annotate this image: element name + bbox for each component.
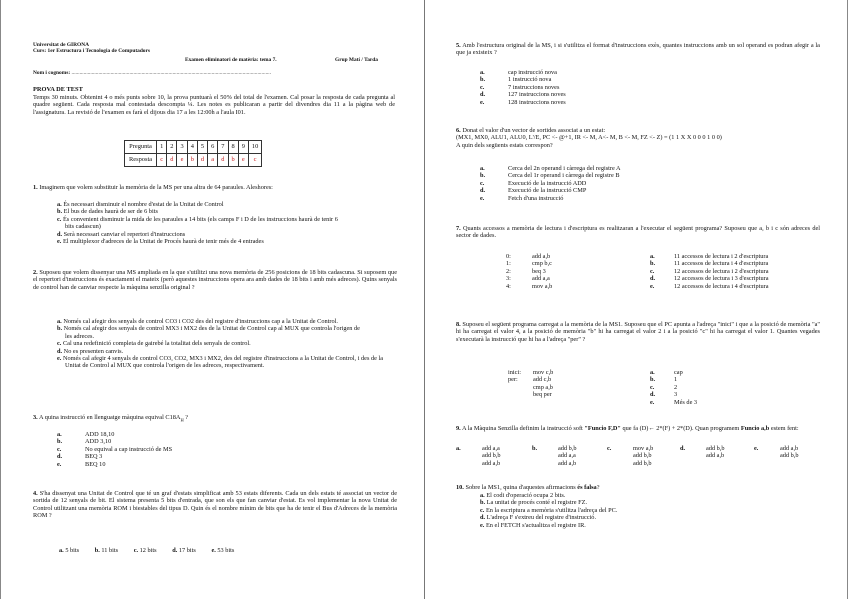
output-vector: (MX1, MX0, ALU1, ALU0, L'/E, PC <- @+1, IR <- M, A<- M, B <- M, FZ <- Z) = (1 1 X X 0 0 0 1 0 0) <box>456 134 722 142</box>
option-e[interactable] <box>650 399 770 406</box>
option-text: cap instrucció nova <box>508 69 557 76</box>
question-5 <box>456 42 820 57</box>
question-number-label: 6. <box>456 127 461 134</box>
code-line <box>506 253 626 260</box>
option-letter: b. <box>650 260 656 268</box>
code-address: 1: <box>506 260 511 268</box>
option-b[interactable] <box>650 376 770 383</box>
code-line: add b,b <box>482 452 501 460</box>
question-text-end: ? <box>183 414 189 421</box>
option-e[interactable] <box>480 99 820 106</box>
option-a[interactable] <box>480 492 820 499</box>
option-a[interactable] <box>480 69 820 76</box>
option-letter: e. <box>650 282 655 290</box>
question-number-label: 8. <box>456 321 461 328</box>
question-number: 6 <box>208 141 218 154</box>
option-e[interactable] <box>57 238 397 245</box>
code-line: add a,a <box>558 452 576 460</box>
instruction-call: Funcio a,b <box>740 425 770 432</box>
page-right <box>456 0 822 599</box>
option-letter: a. <box>57 431 62 438</box>
option-letter: b. <box>480 172 486 180</box>
instructions: Temps 30 minuts. Obtenint 4 o més punts sobre 10, la prova puntuarà el 50% del total de l'examen. Cal posar la resposta de cada pregunta al quadre següent. Cada resposta mal contestada descompta ¼. Les notes es publicaran a partir del divendres dia 11 a la pàgina web de l'assignatura. La revisió de l'examen es farà el dijous dia 17 a les 12:00h a l'aula I01. <box>33 94 395 116</box>
option-b[interactable] <box>480 499 820 506</box>
test-title: PROVA DE TEST <box>33 86 83 93</box>
option-a[interactable] <box>57 318 365 325</box>
question-text: Imaginem que volem substituir la memòria de la MS per una altra de 64 paraules. Aleshores: <box>39 184 273 191</box>
option-text: Execució de la instrucció CMP <box>508 187 587 195</box>
option-text: Només cal afegir 4 senyals de control CO3, CO2, MX3 i MX2, des del registre d'instruccions a la Unitat de Control, i des de la Unitat de Control al MUX que controla l'origen de les adreces, respectivament. <box>62 355 384 370</box>
code-line <box>506 260 626 267</box>
name-field: .................................................................................................................................................... <box>71 70 271 76</box>
option-letter: d. <box>480 187 486 195</box>
option-text: 17 bits <box>178 547 196 554</box>
option-a[interactable] <box>480 165 820 172</box>
question-number-label: 2. <box>33 269 38 276</box>
question-7 <box>456 225 820 240</box>
question-text: Amb l'estructura original de la MS, i si s'utilitza el format d'instruccions exès, quantes instruccions amb un sol operand es podran afegir a la que ja existeix ? <box>456 42 820 57</box>
question-number-label: 4. <box>33 490 38 497</box>
option-letter: b. <box>57 325 63 333</box>
option-letter: a. <box>650 369 655 376</box>
option-text: 5 bits <box>65 547 80 554</box>
option-d[interactable] <box>57 453 397 460</box>
code-line: add b,b <box>706 445 725 452</box>
instruction-name: "Funcio F,D" <box>584 425 621 432</box>
question-number-label: 1. <box>33 184 38 191</box>
question-9 <box>456 425 820 432</box>
option-text: 2 <box>674 383 678 391</box>
option-text: El bus de dades haurà de ser de 6 bits <box>63 208 158 216</box>
option-letter: e. <box>211 547 216 554</box>
option-letter: a. <box>57 318 62 325</box>
question-number-label: 3. <box>33 414 38 421</box>
answer-table-label-answer: Resposta <box>125 154 157 167</box>
question-number: 5 <box>197 141 207 154</box>
option-text: cap <box>674 369 683 376</box>
question-text: Quants accessos a memòria de lectura i d'escriptura es realitzaran a l'executar el següent programa? Suposeu que a, b i c són adreces del sector de dades. <box>456 225 821 240</box>
code-instruction: add c,b <box>533 376 552 384</box>
option-c[interactable] <box>57 446 397 453</box>
option-d[interactable] <box>680 445 725 460</box>
question-2 <box>33 269 397 291</box>
question-text: Suposeu que volem dissenyar una MS ampliada en la que s'utilitzi una nova memòria de 256 posicions de 18 bits cadascuna. Si suposem que el repertori d'instruccions és exactament el mateix (però aquestes instruccions opera ara amb dades de 18 bits i amb més adreces). Quins senyals de control han de canviar respecte la màquina senzilla original ? <box>33 269 397 291</box>
option-e[interactable] <box>754 445 799 460</box>
answer-cell[interactable]: c <box>157 154 167 167</box>
option-text: Cerca del 1r operand i càrrega del registre B <box>508 172 620 180</box>
option-letter: c. <box>480 506 485 514</box>
option-letter: b. <box>532 445 538 452</box>
question-4-options <box>59 547 234 554</box>
answer-cell[interactable]: d <box>218 154 228 167</box>
code-line <box>506 275 626 282</box>
option-text: Fetch d'una instrucció <box>508 194 564 202</box>
code-line <box>508 384 628 391</box>
option-letter: d. <box>57 453 63 461</box>
option-letter: d. <box>680 445 686 452</box>
option-a[interactable] <box>650 253 820 260</box>
question-6-line-1 <box>456 127 820 134</box>
question-number: 10 <box>248 141 261 154</box>
code-line <box>506 283 626 290</box>
code-line: add b,b <box>558 445 577 452</box>
question-4 <box>33 490 397 520</box>
option-text: La unitat de procés conté el registre FZ. <box>486 499 588 507</box>
question-10 <box>456 484 820 491</box>
code-address: 4: <box>506 282 511 290</box>
option-c[interactable] <box>57 340 397 347</box>
option-letter: b. <box>94 547 100 554</box>
page-left <box>33 0 403 599</box>
option-letter: c. <box>480 179 485 187</box>
option-text: 3 <box>674 391 678 399</box>
option-text: Cerca del 2n operand i càrrega del registre A <box>508 165 621 172</box>
option-d[interactable] <box>57 231 397 238</box>
code-instruction: mov a,b <box>532 282 553 290</box>
option-text: Execució de la instrucció ADD <box>508 179 587 187</box>
question-1-options <box>57 201 397 245</box>
option-letter: c. <box>480 83 485 91</box>
option-letter: a. <box>480 492 485 499</box>
option-c[interactable] <box>650 384 770 391</box>
option-letter: a. <box>456 445 461 452</box>
answer-table <box>124 140 262 167</box>
name-line <box>33 70 271 77</box>
answer-table-label-question: Pregunta <box>125 141 157 154</box>
option-e[interactable] <box>480 522 820 529</box>
exam-title: Examen eliminatori de matèria: tema 7. <box>185 57 277 63</box>
option-d[interactable] <box>480 514 820 521</box>
question-5-options <box>480 69 820 106</box>
option-b[interactable] <box>57 208 397 215</box>
question-7-options <box>650 253 820 290</box>
question-number-label: 10. <box>456 484 464 491</box>
option-c[interactable] <box>480 507 820 514</box>
option-letter: d. <box>480 91 486 99</box>
option-text: El codi d'operació ocupa 2 bits. <box>486 492 566 499</box>
option-text: No es presenten canvis. <box>63 347 124 355</box>
question-8 <box>456 321 820 343</box>
option-letter: a. <box>480 69 485 76</box>
question-8-options <box>650 369 770 406</box>
option-d[interactable] <box>480 91 820 98</box>
code-line: add a,b <box>558 459 577 467</box>
option-letter: b. <box>57 208 63 216</box>
option-letter: d. <box>172 547 178 554</box>
code-line <box>508 369 628 376</box>
option-letter: e. <box>754 445 759 452</box>
option-letter: a. <box>650 253 655 260</box>
question-number: 3 <box>177 141 187 154</box>
option-text: En la escriptura a memòria s'utilitza l'adreça del PC. <box>485 506 618 514</box>
option-text: 1 instrucció nova <box>508 76 552 84</box>
option-text: És convenient disminuir la mida de les paraules a 14 bits (els camps F i D de les instruccions haurà de tenir 6 bits cadascun) <box>62 215 338 231</box>
option-text: ADD 18,10 <box>85 431 115 438</box>
question-number-label: 9. <box>456 425 461 432</box>
option-c[interactable] <box>480 180 820 187</box>
question-6-options <box>480 165 820 202</box>
name-label: Nom i cognoms: <box>33 70 71 76</box>
option-text: BEQ 3 <box>85 453 103 461</box>
answer-cell[interactable]: e <box>177 154 187 167</box>
option-text: BEQ 10 <box>85 460 106 468</box>
question-number: 1 <box>157 141 167 154</box>
question-text: S'ha dissenyat una Unitat de Control que té un graf d'estats simplificat amb 53 estats diferents. Cada un dels estats té associat un vector de sortida de 12 senyals de bit. El sistema presenta 5 bits d'entrada, que son els que fan canviar d'estat. Es vol implementar la nova Unitat de Control utilitzant una memòria ROM i biestables del tipus D. Quin és el nombre mínim de bits que ha de tenir el Bus d'Adreces de la memòria ROM ? <box>33 490 397 520</box>
option-text: 127 instruccions noves <box>508 91 566 99</box>
option-b[interactable] <box>95 547 118 554</box>
option-letter: c. <box>650 383 655 391</box>
option-letter: d. <box>57 347 63 355</box>
option-text: 12 accessos de lectura i 3 d'escriptura <box>674 275 769 283</box>
option-letter: d. <box>650 391 656 399</box>
option-letter: b. <box>650 376 656 384</box>
code-line: add a,b <box>706 452 725 460</box>
code-label: inici: <box>508 369 521 376</box>
option-d[interactable] <box>480 187 820 194</box>
answer-cell[interactable]: c <box>248 154 261 167</box>
code-instruction: cmp a,b <box>533 383 553 391</box>
option-e[interactable] <box>480 195 820 202</box>
code-line: add b,b <box>633 459 652 467</box>
option-text: És necessari disminuir el nombre d'estat de la Unitat de Control <box>63 201 224 208</box>
code-line: add a,b <box>482 459 501 467</box>
code-address: 0: <box>506 253 511 260</box>
option-letter: e. <box>480 521 485 529</box>
option-letter: e. <box>57 355 62 363</box>
question-number-label: 7. <box>456 225 461 232</box>
question-6-line-3: A quin dels següents estats correspon? <box>456 141 553 149</box>
option-text: Només cal afegir dos senyals de control MX3 i MX2 des de la Unitat de Control cap al MUX que controla l'origen de les adreces. <box>63 325 360 340</box>
code-instruction: add a,b <box>532 253 551 260</box>
option-d[interactable] <box>57 348 397 355</box>
option-letter: c. <box>133 547 139 554</box>
option-text: Més de 3 <box>674 398 698 406</box>
option-text: 7 instruccions noves <box>508 83 560 91</box>
code-address: 3: <box>506 275 511 283</box>
question-10-options <box>480 492 820 529</box>
answer-cell[interactable]: e <box>238 154 248 167</box>
question-emphasis: és falsa <box>577 484 597 491</box>
option-letter: e. <box>480 98 485 106</box>
option-letter: b. <box>480 499 486 507</box>
code-line: add a,b <box>780 445 799 452</box>
option-b[interactable] <box>480 76 820 83</box>
option-a[interactable] <box>456 445 501 467</box>
option-letter: a. <box>59 547 64 554</box>
code-label: per: <box>508 376 518 384</box>
code-instruction: mov c,b <box>533 369 554 376</box>
option-e[interactable] <box>57 461 397 468</box>
code-line: add a,a <box>482 445 500 452</box>
header-institution <box>33 42 163 55</box>
option-e[interactable] <box>57 355 400 370</box>
option-letter: a. <box>480 165 485 172</box>
option-text: 11 bits <box>101 547 119 554</box>
option-text: 128 instruccions noves <box>508 98 566 106</box>
code-line <box>506 268 626 275</box>
option-b[interactable] <box>650 260 820 267</box>
question-2-options <box>57 318 397 370</box>
option-text: 11 accessos de lectura i 4 d'escriptura <box>674 260 769 268</box>
page-divider <box>424 0 425 599</box>
code-line <box>508 391 628 398</box>
option-code <box>558 445 608 467</box>
code-instruction: beq 3 <box>532 267 546 275</box>
option-a[interactable] <box>57 431 397 438</box>
option-letter: e. <box>480 194 485 202</box>
option-letter: e. <box>650 398 655 406</box>
option-letter: d. <box>57 230 63 238</box>
option-letter: b. <box>57 438 63 446</box>
group: Grup Matí / Tarda <box>335 57 378 63</box>
university: Universitat de GIRONA <box>33 42 89 48</box>
question-number: 4 <box>187 141 197 154</box>
option-letter: c. <box>57 445 62 453</box>
option-code <box>633 445 686 467</box>
option-b[interactable] <box>532 445 577 467</box>
assign-arrow-icon: ← <box>648 425 655 432</box>
option-c[interactable] <box>650 268 820 275</box>
answer-table-row-questions <box>125 141 262 154</box>
option-text: Només cal afegir dos senyals de control CO3 i CO2 des del registre d'instruccions cap a la Unitat de Control. <box>63 318 338 325</box>
code-instruction: add a,a <box>532 275 550 283</box>
question-1 <box>33 184 397 191</box>
option-text: 53 bits <box>217 547 235 554</box>
answer-cell[interactable]: a <box>208 154 218 167</box>
code-instruction: cmp b,c <box>532 260 552 268</box>
option-letter: c. <box>57 340 62 348</box>
question-text-end: estem fent: <box>769 425 799 432</box>
sheet-border-left <box>0 0 1 599</box>
question-number-label: 5. <box>456 42 461 49</box>
answer-cell[interactable]: d <box>167 154 177 167</box>
option-d[interactable] <box>172 547 196 554</box>
option-d[interactable] <box>650 391 770 398</box>
option-d[interactable] <box>650 275 820 282</box>
option-text: 11 accessos de lectura i 2 d'escriptura <box>674 253 769 260</box>
option-letter: c. <box>57 215 62 223</box>
option-e[interactable] <box>211 547 234 554</box>
option-letter: d. <box>480 514 486 522</box>
option-c[interactable] <box>607 445 654 467</box>
option-letter: e. <box>57 460 62 468</box>
question-number: 8 <box>228 141 238 154</box>
option-letter: d. <box>650 275 656 283</box>
option-b[interactable] <box>57 325 365 340</box>
answer-cell[interactable]: b <box>228 154 238 167</box>
option-text: En el FETCH s'actualitza el registre IR. <box>485 521 586 529</box>
question-number: 9 <box>238 141 248 154</box>
question-number: 2 <box>167 141 177 154</box>
option-code <box>482 445 532 467</box>
question-8-code <box>508 369 628 399</box>
option-letter: a. <box>57 201 62 208</box>
code-line: mov a,b <box>633 445 654 452</box>
answer-cell[interactable]: b <box>187 154 197 167</box>
question-3-options <box>57 431 397 468</box>
option-text: L'adreça F s'extreu del registre d'instrucció. <box>486 514 597 522</box>
option-b[interactable] <box>57 438 397 445</box>
option-a[interactable] <box>57 201 397 208</box>
option-letter: b. <box>480 76 486 84</box>
option-text: 12 accessos de lectura i 4 d'escriptura <box>674 282 769 290</box>
answer-table-row-answers <box>125 154 262 167</box>
option-code <box>780 445 830 460</box>
option-code <box>706 445 759 460</box>
option-text: Cal una redefinició completa de gairebé la totalitat dels senyals de control. <box>62 340 251 348</box>
option-text: 12 accessos de lectura i 2 d'escriptura <box>674 267 769 275</box>
question-text-end: ? <box>596 484 600 491</box>
code-address: 2: <box>506 267 511 275</box>
option-text: El multiplexor d'adreces de la Unitat de Procés haurà de tenir més de 4 entrades <box>62 238 264 246</box>
question-6 <box>456 127 820 149</box>
option-text: 12 bits <box>139 547 157 554</box>
question-text: Sobre la MS1, quina d'aquestes afirmacions <box>465 484 578 491</box>
question-text: Suposeu el següent programa carregat a la memòria de la MS1. Suposeu que el PC apunta a l'adreça "inici" i que a la posició de memòria "a" hi ha carregat el valor 4, a la posició de memòria "b" hi ha carregat el valor 2 i a la posició "c" hi ha carregat el valor 1. Quantes vegades s'executarà la instrucció que hi ha a l'adreça "per" ? <box>456 321 821 343</box>
option-a[interactable] <box>650 369 770 376</box>
code-instruction: beq per <box>533 391 552 399</box>
code-line: add b,b <box>633 452 652 460</box>
option-b[interactable] <box>480 172 820 179</box>
question-number: 7 <box>218 141 228 154</box>
option-text: 1 <box>674 376 678 384</box>
question-7-code <box>506 253 626 290</box>
code-line: add b,b <box>780 452 799 460</box>
hex-subscript: H <box>180 417 184 423</box>
option-letter: c. <box>607 445 612 452</box>
option-text: ADD 3,10 <box>85 438 112 446</box>
course: Curs: 1er Estructura i Tecnologia de Computadors <box>33 48 150 55</box>
option-letter: e. <box>57 238 62 246</box>
answer-cell[interactable]: d <box>197 154 207 167</box>
question-text: Donat el valor d'un vector de sortides associat a un estat: <box>462 127 606 134</box>
option-letter: c. <box>650 267 655 275</box>
code-line <box>508 376 628 383</box>
option-text: Serà necessari canviar el repertori d'instruccions <box>63 230 186 238</box>
question-text-mid: que fa (D) <box>620 425 649 432</box>
option-c[interactable] <box>480 84 820 91</box>
question-3 <box>33 414 397 424</box>
option-c[interactable] <box>57 216 345 231</box>
question-text: A la Màquina Senzilla definim la instrucció soft <box>461 425 585 432</box>
option-text: No equival a cap instrucció de MS <box>85 445 173 453</box>
option-a[interactable] <box>59 547 79 554</box>
option-e[interactable] <box>650 283 820 290</box>
question-text-post: 2*(F) + 2*(D). Quan programem <box>654 425 741 432</box>
option-c[interactable] <box>134 547 157 554</box>
question-text: A quina instrucció en llenguatge màquina equival C18A <box>38 414 181 421</box>
